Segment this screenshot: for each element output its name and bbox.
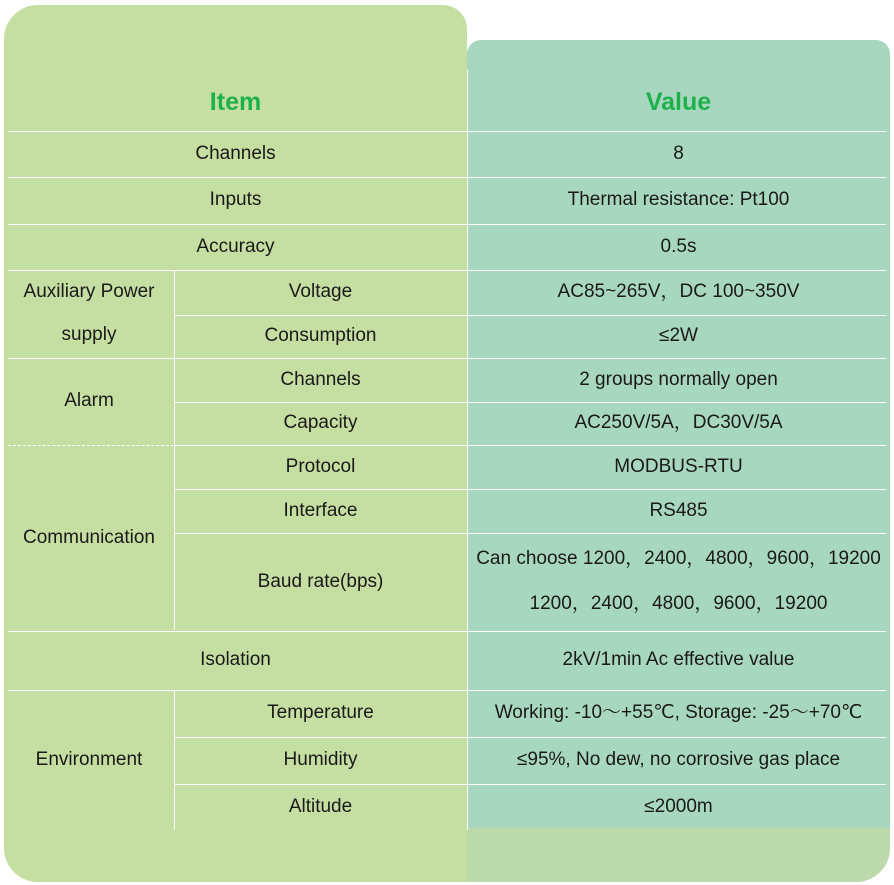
humidity-value: ≤95%, No dew, no corrosive gas place bbox=[516, 749, 841, 771]
baud-rate-value bbox=[467, 533, 890, 631]
consumption-value: ≤2W bbox=[659, 325, 698, 347]
temperature-item: Temperature bbox=[267, 702, 374, 724]
protocol-value: MODBUS-RTU bbox=[614, 455, 743, 477]
isolation-item: Isolation bbox=[200, 649, 271, 671]
channels-item: Channels bbox=[195, 142, 276, 164]
voltage-item: Voltage bbox=[288, 281, 353, 303]
altitude-item: Altitude bbox=[288, 795, 353, 817]
header-item: Item bbox=[209, 87, 262, 116]
alarm-group-label: Alarm bbox=[64, 390, 114, 412]
accuracy-item: Accuracy bbox=[196, 235, 275, 257]
aux-power-group-label bbox=[4, 270, 174, 358]
baud-rate-item: Baud rate(bps) bbox=[257, 570, 384, 592]
table-footer-right-background bbox=[467, 828, 890, 882]
consumption-item: Consumption bbox=[264, 325, 377, 347]
alarm-channels-item: Channels bbox=[280, 368, 361, 390]
alarm-channels-value: 2 groups normally open bbox=[579, 368, 778, 390]
inputs-item: Inputs bbox=[209, 189, 262, 211]
channels-value: 8 bbox=[673, 142, 684, 164]
baud-rate-value-line2: 1200，2400，4800，9600，19200 bbox=[529, 593, 828, 614]
interface-value: RS485 bbox=[649, 499, 708, 521]
communication-group-label: Communication bbox=[23, 526, 155, 548]
accuracy-value: 0.5s bbox=[660, 235, 697, 257]
isolation-value: 2kV/1min Ac effective value bbox=[562, 649, 795, 671]
protocol-item: Protocol bbox=[285, 455, 356, 477]
aux-power-group-line2: supply bbox=[61, 324, 117, 345]
humidity-item: Humidity bbox=[283, 749, 358, 771]
aux-power-group-line1: Auxiliary Power bbox=[23, 281, 155, 303]
capacity-item: Capacity bbox=[283, 412, 358, 434]
environment-group-label: Environment bbox=[35, 748, 143, 770]
inputs-value: Thermal resistance: Pt100 bbox=[567, 189, 790, 211]
interface-item: Interface bbox=[283, 499, 358, 521]
altitude-value: ≤2000m bbox=[644, 795, 713, 817]
header-value: Value bbox=[645, 87, 712, 116]
baud-rate-value-line1: Can choose 1200，2400，4800，9600，19200 bbox=[476, 548, 881, 570]
temperature-value: Working: -10～+55℃, Storage: -25～+70℃ bbox=[494, 702, 863, 724]
voltage-value: AC85~265V，DC 100~350V bbox=[557, 281, 800, 303]
capacity-value: AC250V/5A，DC30V/5A bbox=[574, 412, 783, 434]
